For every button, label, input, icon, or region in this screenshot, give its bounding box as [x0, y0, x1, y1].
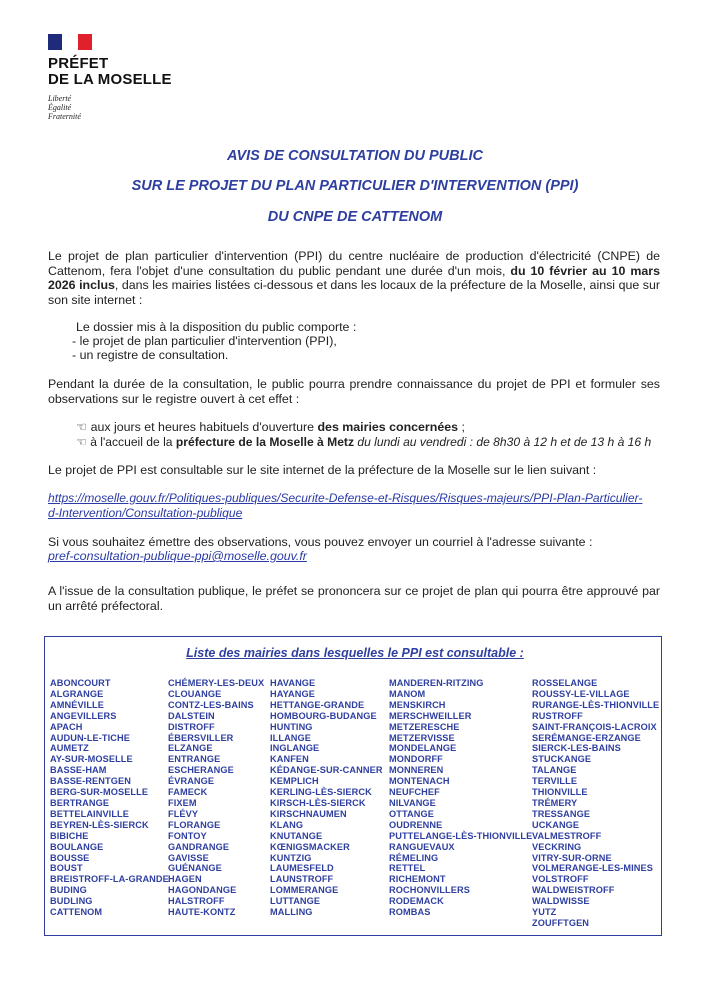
bullet-mairies-text: aux jours et heures habituels d'ouverture [90, 420, 318, 434]
bullet-prefecture-bold: préfecture de la Moselle à Metz [175, 435, 354, 449]
website-link[interactable] [48, 491, 660, 520]
consultation-paragraph: Pendant la durée de la consultation, le public pourra prendre connaissance du projet de PPI et formuler ses observations sur le registre ouvert à cet effet : [48, 377, 660, 406]
pointing-hand-icon: ☜ [76, 435, 91, 449]
mairie-item: KLANG [270, 819, 304, 830]
mairie-item: BUDING [50, 885, 87, 896]
mairie-item: LOMMERANGE [270, 885, 339, 896]
mairie-item: GAVISSE [168, 852, 209, 863]
mairie-item: ABONCOURT [50, 678, 111, 688]
mairie-item: BREISTROFF-LA-GRANDE [50, 874, 169, 885]
mairie-item: INGLANGE [270, 743, 320, 754]
mairie-item: KŒNIGSMACKER [270, 841, 350, 852]
mairie-item: ANGEVILLERS [50, 710, 117, 721]
motto-egalite: Égalité [48, 103, 72, 112]
mairie-item: CLOUANGE [168, 688, 222, 699]
mairies-column-1 [50, 678, 169, 918]
mairie-item: MONDORFF [389, 754, 443, 765]
mairie-item: FLÉVY [168, 808, 199, 819]
contact-email-link[interactable]: pref-consultation-publique-ppi@moselle.gouv.fr [48, 549, 307, 563]
mairie-item: SAINT-FRANÇOIS-LACROIX [532, 721, 657, 732]
mairie-item: MENSKIRCH [389, 699, 446, 710]
mairie-item: PUTTELANGE-LÈS-THIONVILLE [389, 830, 533, 841]
mairies-column-4 [389, 678, 532, 918]
website-link-line-1[interactable]: https://moselle.gouv.fr/Politiques-publiques/Securite-Defense-et-Risques/Risques-majeurs/PPI-Plan-Particulier- [48, 491, 643, 505]
mairie-item: GUÉNANGE [168, 863, 222, 874]
mairie-item: CONTZ-LES-BAINS [168, 699, 254, 710]
pointing-hand-icon: ☜ [76, 420, 91, 434]
mairie-item: HAVANGE [270, 678, 316, 688]
mairie-item: BERG-SUR-MOSELLE [50, 787, 149, 798]
title-line-2: SUR LE PROJET DU PLAN PARTICULIER D'INTERVENTION (PPI) [131, 178, 579, 194]
mairie-item: NILVANGE [389, 797, 436, 808]
mairie-item: KNUTANGE [270, 830, 323, 841]
flag-white-band [62, 34, 78, 50]
republic-motto [48, 94, 172, 121]
intro-text-2: , dans les mairies listées ci-dessous et dans les locaux de la préfecture de la Moselle, ainsi que sur son site internet : [48, 278, 660, 307]
mairie-item: AY-SUR-MOSELLE [50, 754, 133, 765]
mairie-item: CATTENOM [50, 907, 103, 918]
mairie-item: APACH [50, 721, 83, 732]
mairie-item: ROSSELANGE [532, 678, 598, 688]
bullet-mairies-bold: des mairies concernées [317, 420, 458, 434]
mairie-item: KUNTZIG [270, 852, 312, 863]
mairie-item: VALMESTROFF [532, 830, 602, 841]
mairie-item: RÉMELING [389, 852, 439, 863]
dossier-heading: Le dossier mis à la disposition du public comporte : [76, 320, 357, 334]
mairie-item: TRESSANGE [532, 808, 591, 819]
mairie-item: MANDEREN-RITZING [389, 678, 484, 688]
mairie-item: METZERESCHE [389, 721, 460, 732]
mairie-item: BASSE-RENTGEN [50, 776, 131, 787]
mairie-item: VITRY-SUR-ORNE [532, 852, 612, 863]
mairie-item: HUNTING [270, 721, 313, 732]
mairie-item: SIERCK-LES-BAINS [532, 743, 621, 754]
mairie-item: AUMETZ [50, 743, 89, 754]
website-link-line-2[interactable]: d-Intervention/Consultation-publique [48, 505, 243, 520]
mairies-title: Liste des mairies dans lesquelles le PPI est consultable : [186, 646, 524, 660]
mairie-item: RUSTROFF [532, 710, 583, 721]
mairie-item: ÉVRANGE [168, 776, 215, 787]
mairie-item: ROCHONVILLERS [389, 885, 470, 896]
mairie-item: UCKANGE [532, 819, 580, 830]
mairie-item: ZOUFFTGEN [532, 917, 590, 928]
mairie-item: WALDWISSE [532, 896, 590, 907]
mairie-item: KERLING-LÈS-SIERCK [270, 787, 372, 798]
mairie-item: KÉDANGE-SUR-CANNER [270, 765, 383, 776]
mairies-column-2 [168, 678, 264, 918]
dossier-item-registre: - un registre de consultation. [72, 348, 229, 362]
authority-name [48, 56, 172, 88]
mairie-item: RICHEMONT [389, 874, 446, 885]
title-line-1: AVIS DE CONSULTATION DU PUBLIC [227, 148, 483, 164]
mairie-item: LAUNSTROFF [270, 874, 334, 885]
mairie-item: ROMBAS [389, 907, 431, 918]
mairie-item: SERÉMANGE-ERZANGE [532, 732, 641, 743]
prefecture-logo [48, 34, 172, 121]
mairie-item: WALDWEISTROFF [532, 885, 615, 896]
mairie-item: MALLING [270, 907, 313, 918]
mairie-item: BOULANGE [50, 841, 104, 852]
mairies-column-3 [270, 678, 383, 918]
bullet-mairies-suffix: ; [458, 420, 465, 434]
contact-paragraph: Si vous souhaitez émettre des observations, vous pouvez envoyer un courriel à l'adresse suivante : [48, 535, 593, 549]
french-flag-icon [48, 34, 92, 50]
mairie-item: YUTZ [532, 907, 557, 918]
mairie-item: FONTOY [168, 830, 207, 841]
mairie-item: OTTANGE [389, 808, 434, 819]
mairie-item: NEUFCHEF [389, 787, 440, 798]
consultation-dates: du 10 février au 10 mars 2026 inclus [48, 263, 660, 292]
mairie-item: DALSTEIN [168, 710, 215, 721]
mairie-item: BOUST [50, 863, 83, 874]
flag-blue-band [48, 34, 62, 50]
bullet-prefecture-hours: du lundi au vendredi : de 8h30 à 12 h et de 13 h à 16 h [354, 435, 652, 449]
mairie-item: RANGUEVAUX [389, 841, 455, 852]
mairie-item: VECKRING [532, 841, 582, 852]
contact-email-row [48, 549, 660, 564]
mairies-column-5 [532, 678, 659, 929]
motto-liberte: Liberté [48, 94, 72, 103]
mairie-item: BASSE-HAM [50, 765, 107, 776]
motto-fraternite: Fraternité [48, 112, 81, 121]
mairie-item: KIRSCHNAUMEN [270, 808, 347, 819]
mairie-item: ELZANGE [168, 743, 213, 754]
flag-red-band [78, 34, 92, 50]
mairie-item: ILLANGE [270, 732, 312, 743]
mairie-item: KIRSCH-LÈS-SIERCK [270, 797, 366, 808]
mairie-item: MONTENACH [389, 776, 450, 787]
mairie-item: LAUMESFELD [270, 863, 334, 874]
mairie-item: DISTROFF [168, 721, 215, 732]
bullet-prefecture-text: à l'accueil de la [90, 435, 176, 449]
mairie-item: BOUSSE [50, 852, 90, 863]
mairie-item: TRÉMERY [532, 797, 578, 808]
mairie-item: VOLSTROFF [532, 874, 589, 885]
mairie-item: ENTRANGE [168, 754, 221, 765]
dossier-item-ppi: - le projet de plan particulier d'intervention (PPI), [72, 334, 337, 348]
mairie-item: OUDRENNE [389, 819, 443, 830]
mairie-item: AUDUN-LE-TICHE [50, 732, 130, 743]
mairie-item: MONNEREN [389, 765, 444, 776]
mairie-item: ESCHERANGE [168, 765, 234, 776]
authority-line-1: PRÉFET [48, 55, 109, 72]
mairie-item: TERVILLE [532, 776, 578, 787]
intro-paragraph [48, 249, 660, 307]
mairie-item: GANDRANGE [168, 841, 230, 852]
mairie-item: CHÉMERY-LES-DEUX [168, 678, 265, 688]
mairie-item: HAGONDANGE [168, 885, 237, 896]
mairie-item: KANFEN [270, 754, 309, 765]
mairie-item: ROUSSY-LE-VILLAGE [532, 688, 630, 699]
mairie-item: HOMBOURG-BUDANGE [270, 710, 377, 721]
mairie-item: BERTRANGE [50, 797, 110, 808]
mairie-item: HALSTROFF [168, 896, 225, 907]
title-line-3: DU CNPE DE CATTENOM [267, 209, 443, 225]
website-paragraph: Le projet de PPI est consultable sur le site internet de la préfecture de la Moselle sur le lien suivant : [48, 463, 597, 477]
mairie-item: ALGRANGE [50, 688, 104, 699]
mairie-item: KEMPLICH [270, 776, 319, 787]
mairie-item: FIXEM [168, 797, 197, 808]
mairie-item: MONDELANGE [389, 743, 457, 754]
mairie-item: HAUTE-KONTZ [168, 907, 236, 918]
mairie-item: STUCKANGE [532, 754, 592, 765]
mairie-item: LUTTANGE [270, 896, 321, 907]
mairie-item: HAGEN [168, 874, 202, 885]
mairie-item: FAMECK [168, 787, 208, 798]
mairie-item: ÉBERSVILLER [168, 732, 234, 743]
mairie-item: AMNÉVILLE [50, 699, 104, 710]
mairie-item: RETTEL [389, 863, 426, 874]
mairie-item: BETTELAINVILLE [50, 808, 129, 819]
mairie-item: TALANGE [532, 765, 577, 776]
bullet-prefecture [76, 435, 651, 450]
mairie-item: BUDLING [50, 896, 93, 907]
intro-text-1: Le projet de plan particulier d'intervention (PPI) du centre nucléaire de production d'électricité (CNPE) de Cattenom, fera l'objet d'une consultation du public pendant une durée d'un mois, [48, 249, 660, 278]
mairie-item: RURANGE-LÈS-THIONVILLE [532, 699, 660, 710]
mairie-item: HETTANGE-GRANDE [270, 699, 365, 710]
bullet-mairies [76, 420, 465, 435]
mairie-item: MANOM [389, 688, 426, 699]
mairie-item: FLORANGE [168, 819, 221, 830]
mairie-item: BEYREN-LÈS-SIERCK [50, 819, 149, 830]
mairie-item: BIBICHE [50, 830, 89, 841]
mairie-item: MERSCHWEILLER [389, 710, 472, 721]
authority-line-2: DE LA MOSELLE [48, 71, 172, 88]
mairie-item: THIONVILLE [532, 787, 588, 798]
mairie-item: METZERVISSE [389, 732, 455, 743]
mairie-item: HAYANGE [270, 688, 315, 699]
mairie-item: RODEMACK [389, 896, 444, 907]
conclusion-paragraph: A l'issue de la consultation publique, le préfet se prononcera sur ce projet de plan qui pourra être approuvé par un arrêté préfectoral. [48, 584, 660, 613]
mairie-item: VOLMERANGE-LES-MINES [532, 863, 653, 874]
